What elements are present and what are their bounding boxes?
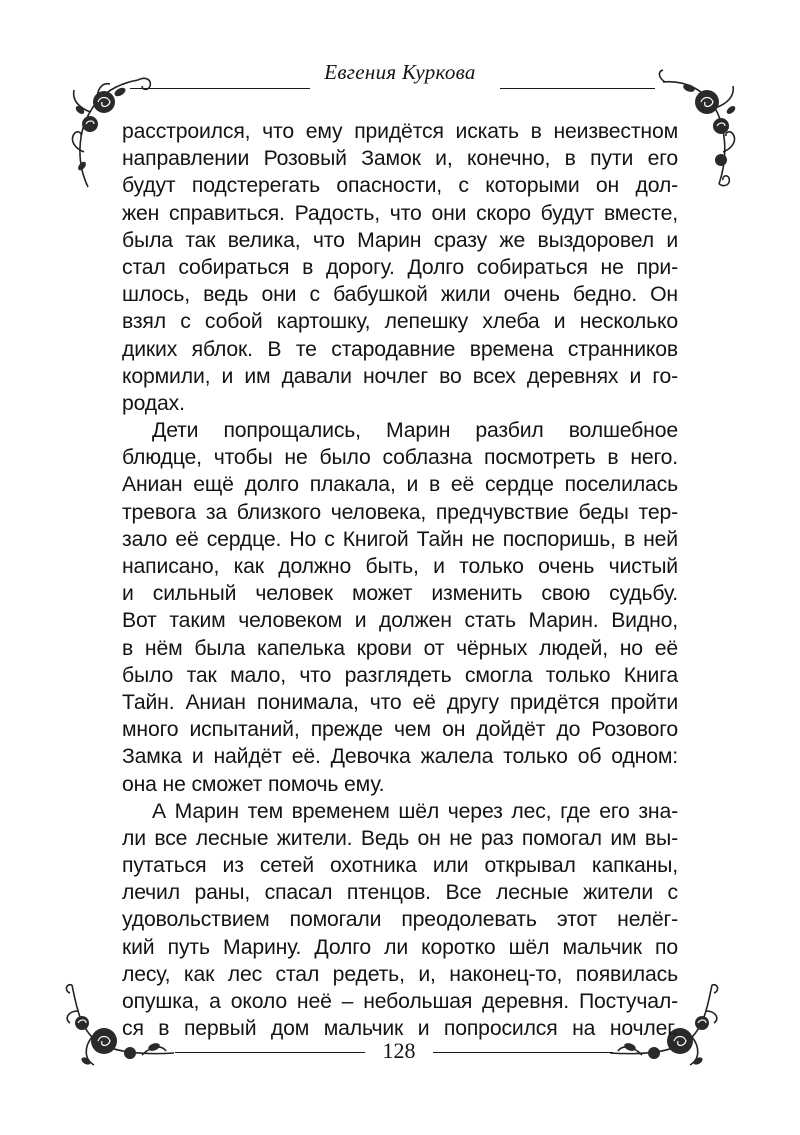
running-header-author: Евгения Куркова — [324, 60, 476, 84]
text-line: кий путь Марину. Долго ли коротко шёл мальчик по — [122, 935, 678, 959]
body-text — [122, 118, 678, 1042]
text-line: было так мало, что разглядеть смогла только Книга — [122, 663, 678, 687]
text-line: и сильный человек может изменить свою судьбу. — [122, 582, 678, 606]
footer-rule-right — [433, 1052, 613, 1053]
text-line: диких яблок. В те стародавние времена странников — [122, 337, 678, 361]
text-line: зало её сердце. Но с Книгой Тайн не поспоришь, в ней — [122, 527, 678, 551]
text-line: лечил раны, спасал птенцов. Все лесные жители с — [122, 881, 678, 905]
text-line: родах. — [122, 391, 185, 415]
text-line: она не сможет помочь ему. — [122, 772, 385, 796]
text-line: блюдце, чтобы не было соблазна посмотреть в него. — [122, 446, 678, 470]
text-line: взял с собой картошку, лепешку хлеба и несколько — [122, 310, 678, 334]
page-number: 128 — [382, 1038, 416, 1063]
text-line: много испытаний, прежде чем он дойдёт до Розового — [122, 718, 678, 742]
text-line: тревога за близкого человека, предчувствие беды тер- — [122, 500, 678, 524]
header-rule-right — [500, 88, 655, 89]
paragraph-3 — [122, 798, 678, 1043]
text-line: была так велика, что Марин сразу же выздоровел и — [122, 228, 678, 252]
text-line: направлении Розовый Замок и, конечно, в пути его — [122, 147, 678, 171]
text-line: путаться из сетей охотника или открывал капканы, — [122, 854, 678, 878]
paragraph-1 — [122, 118, 678, 417]
text-line: Аниан ещё долго плакала, и в её сердце поселилась — [122, 473, 678, 497]
text-line: Тайн. Аниан понимала, что её другу придётся пройти — [122, 690, 678, 714]
text-line: кормили, и им давали ночлег во всех деревнях и го- — [122, 364, 678, 388]
text-line: расстроился, что ему придётся искать в неизвестном — [122, 120, 678, 143]
text-line: Замка и найдёт её. Девочка жалела только об одном: — [122, 745, 678, 769]
text-line: жен справиться. Радость, что они скоро будут вместе, — [122, 201, 678, 225]
text-line: ли все лесные жители. Ведь он не раз помогал им вы- — [122, 826, 678, 850]
text-line: А Марин тем временем шёл через лес, где его зна- — [152, 799, 678, 823]
text-line: опушка, а около неё – небольшая деревня. Постучал- — [122, 990, 678, 1013]
text-line: в нём была капелька крови от чёрных людей, но её — [122, 636, 678, 660]
text-line: удовольствием помогали преодолевать этот нелёг- — [122, 908, 678, 932]
text-line: будут подстерегать опасности, с которыми он дол- — [122, 174, 678, 198]
text-line: лесу, как лес стал редеть, и, наконец-то, появилась — [122, 962, 678, 986]
text-line: шлось, ведь они с бабушкой жили очень бедно. Он — [122, 283, 678, 307]
text-line: ся в первый дом мальчик и попросился на ночлег. — [122, 1017, 678, 1041]
text-line: Дети попрощались, Марин разбил волшебное — [152, 419, 678, 443]
text-line: Вот таким человеком и должен стать Марин. Видно, — [122, 609, 678, 633]
text-line: написано, как должно быть, и только очень чистый — [122, 555, 678, 578]
text-line: стал собираться в дорогу. Долго собираться не при- — [122, 255, 678, 279]
paragraph-2 — [122, 417, 678, 798]
footer-rule-left — [175, 1052, 365, 1053]
